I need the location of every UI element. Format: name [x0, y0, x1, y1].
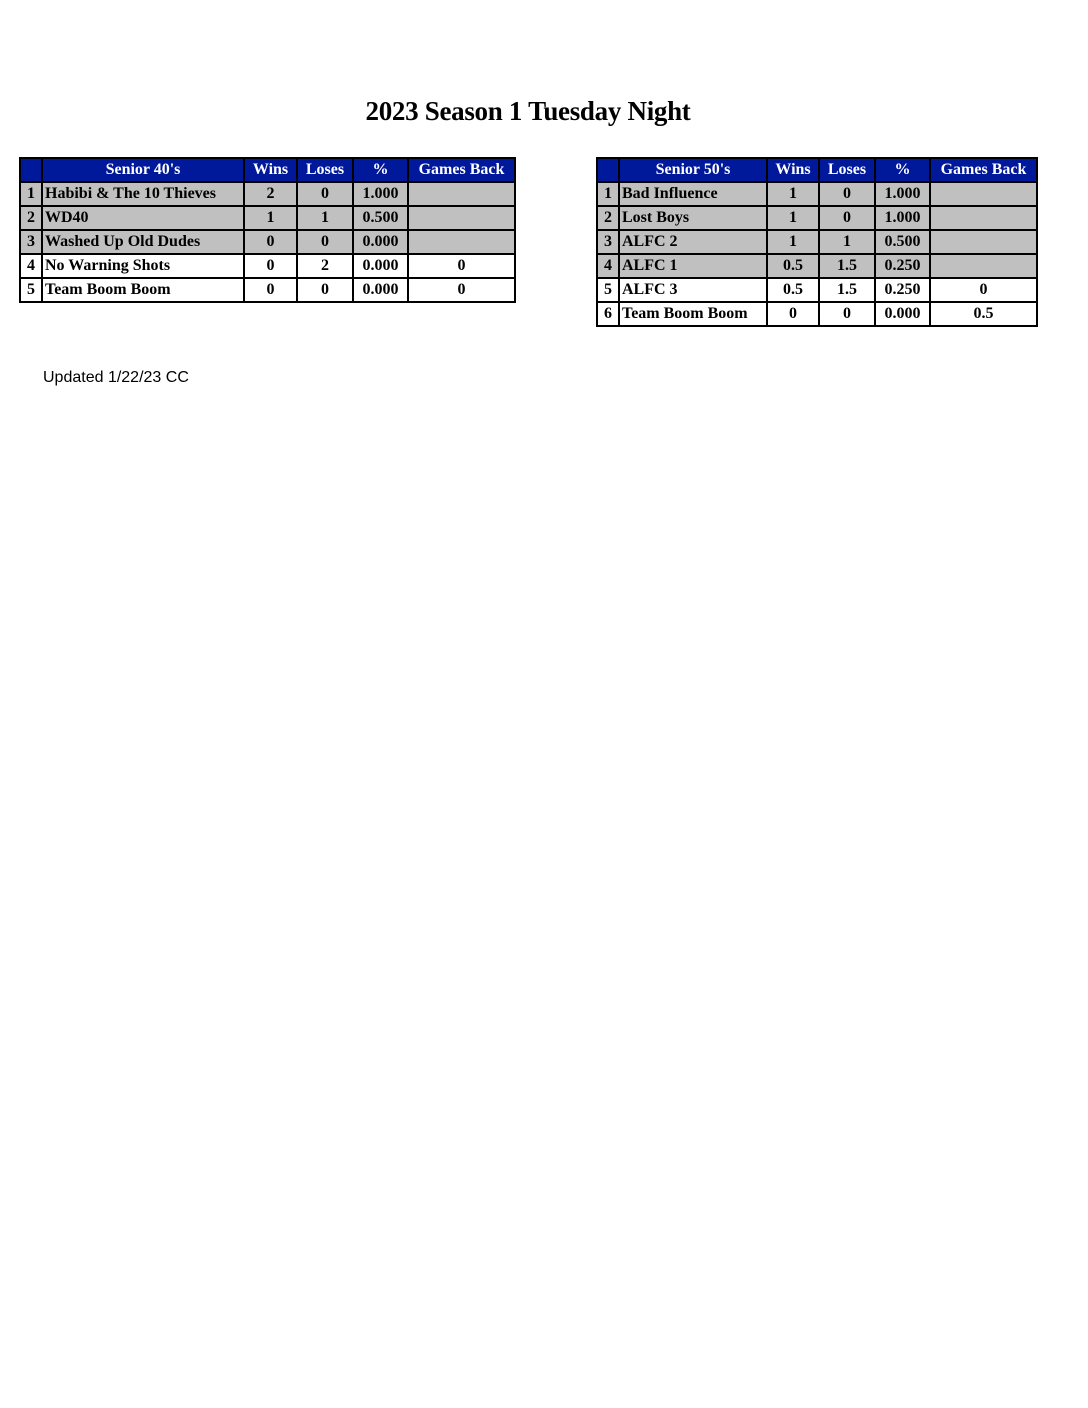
wins-cell: 1 [767, 182, 819, 206]
senior-40s-standings-table [19, 157, 516, 303]
loses-cell: 0 [819, 182, 875, 206]
wins-cell: 0 [244, 278, 297, 302]
table-row [597, 278, 1037, 302]
rank-cell: 1 [20, 182, 42, 206]
loses-header: Loses [819, 158, 875, 182]
table-header-row [597, 158, 1037, 182]
team-cell: No Warning Shots [42, 254, 244, 278]
games-back-cell: 0 [408, 278, 515, 302]
games-back-cell [408, 230, 515, 254]
table-row [597, 182, 1037, 206]
team-cell: Team Boom Boom [619, 302, 767, 326]
loses-cell: 1.5 [819, 254, 875, 278]
rank-cell: 6 [597, 302, 619, 326]
pct-cell: 1.000 [353, 182, 408, 206]
wins-cell: 0 [244, 254, 297, 278]
pct-cell: 0.250 [875, 254, 930, 278]
loses-cell: 0 [297, 230, 353, 254]
rank-cell: 3 [597, 230, 619, 254]
wins-header: Wins [244, 158, 297, 182]
table-row [597, 206, 1037, 230]
wins-cell: 0.5 [767, 254, 819, 278]
games-back-cell [930, 230, 1037, 254]
pct-header: % [353, 158, 408, 182]
rank-header [20, 158, 42, 182]
wins-cell: 0 [767, 302, 819, 326]
games-back-cell: 0.5 [930, 302, 1037, 326]
loses-cell: 0 [819, 302, 875, 326]
senior-50s-standings-table [596, 157, 1038, 327]
team-cell: ALFC 2 [619, 230, 767, 254]
pct-cell: 0.000 [353, 230, 408, 254]
loses-cell: 1.5 [819, 278, 875, 302]
rank-cell: 2 [20, 206, 42, 230]
games-back-cell: 0 [408, 254, 515, 278]
pct-cell: 1.000 [875, 206, 930, 230]
rank-cell: 3 [20, 230, 42, 254]
table-row [597, 230, 1037, 254]
games-back-cell: 0 [930, 278, 1037, 302]
pct-header: % [875, 158, 930, 182]
rank-cell: 2 [597, 206, 619, 230]
team-cell: Bad Influence [619, 182, 767, 206]
updated-note: Updated 1/22/23 CC [43, 369, 189, 386]
division-header: Senior 50's [619, 158, 767, 182]
pct-cell: 0.000 [353, 254, 408, 278]
pct-cell: 0.500 [353, 206, 408, 230]
loses-header: Loses [297, 158, 353, 182]
team-cell: WD40 [42, 206, 244, 230]
games-back-cell [930, 206, 1037, 230]
rank-cell: 5 [597, 278, 619, 302]
rank-header [597, 158, 619, 182]
rank-cell: 4 [20, 254, 42, 278]
pct-cell: 0.000 [353, 278, 408, 302]
rank-cell: 5 [20, 278, 42, 302]
wins-header: Wins [767, 158, 819, 182]
table-row [20, 254, 515, 278]
team-cell: Habibi & The 10 Thieves [42, 182, 244, 206]
wins-cell: 2 [244, 182, 297, 206]
wins-cell: 1 [767, 230, 819, 254]
games-back-header: Games Back [408, 158, 515, 182]
games-back-cell [930, 254, 1037, 278]
pct-cell: 0.500 [875, 230, 930, 254]
loses-cell: 0 [297, 278, 353, 302]
games-back-cell [408, 206, 515, 230]
loses-cell: 0 [297, 182, 353, 206]
wins-cell: 1 [767, 206, 819, 230]
rank-cell: 1 [597, 182, 619, 206]
loses-cell: 1 [297, 206, 353, 230]
rank-cell: 4 [597, 254, 619, 278]
page-title: 2023 Season 1 Tuesday Night [365, 96, 691, 126]
loses-cell: 1 [819, 230, 875, 254]
loses-cell: 2 [297, 254, 353, 278]
team-cell: Lost Boys [619, 206, 767, 230]
team-cell: Team Boom Boom [42, 278, 244, 302]
wins-cell: 0.5 [767, 278, 819, 302]
pct-cell: 0.000 [875, 302, 930, 326]
pct-cell: 0.250 [875, 278, 930, 302]
table-row [20, 182, 515, 206]
table-row [20, 206, 515, 230]
games-back-cell [408, 182, 515, 206]
wins-cell: 1 [244, 206, 297, 230]
games-back-cell [930, 182, 1037, 206]
team-cell: ALFC 1 [619, 254, 767, 278]
team-cell: Washed Up Old Dudes [42, 230, 244, 254]
table-row [597, 302, 1037, 326]
table-header-row [20, 158, 515, 182]
pct-cell: 1.000 [875, 182, 930, 206]
wins-cell: 0 [244, 230, 297, 254]
loses-cell: 0 [819, 206, 875, 230]
division-header: Senior 40's [42, 158, 244, 182]
team-cell: ALFC 3 [619, 278, 767, 302]
table-row [20, 278, 515, 302]
table-row [597, 254, 1037, 278]
table-row [20, 230, 515, 254]
games-back-header: Games Back [930, 158, 1037, 182]
